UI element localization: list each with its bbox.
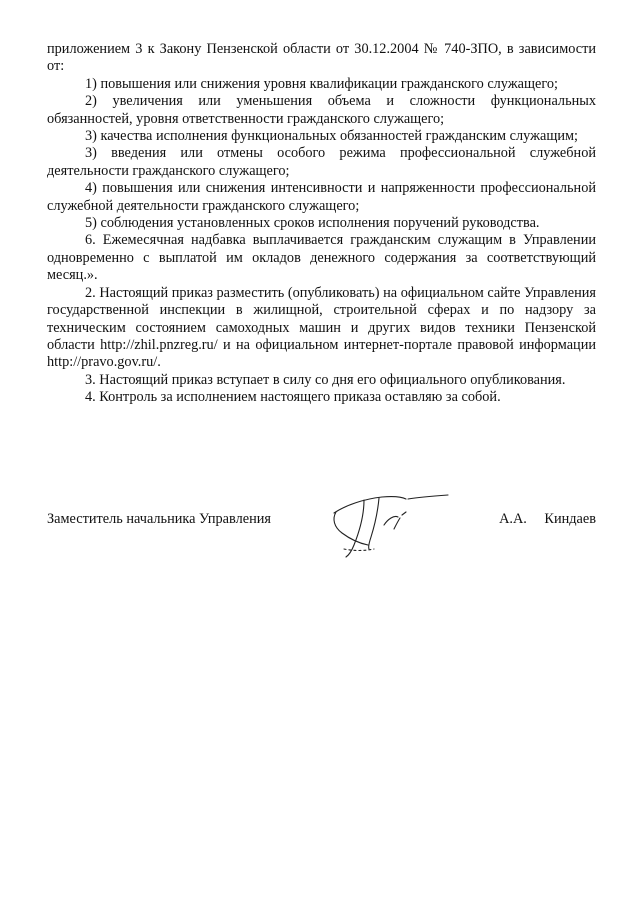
paragraph-item-deadlines: 5) соблюдения установленных сроков исполнения поручений руководства. — [85, 215, 540, 232]
paragraph-item-quality: 3) качества исполнения функциональных обязанностей гражданским служащим; — [85, 128, 579, 145]
paragraph-effective-date: 3. Настоящий приказ вступает в силу со дня его официального опубликования. — [85, 371, 566, 388]
paragraph-item-qualification: 1) повышения или снижения уровня квалификации гражданского служащего; — [85, 75, 558, 92]
handwritten-signature — [324, 485, 454, 560]
paragraph-item-special-regime: 3) введения или отмены особого режима профессиональной служебной деятельности гражданского служащего; — [47, 145, 596, 179]
paragraph-item-workload: 2) увеличения или уменьшения объема и сложности функциональных обязанностей, уровня ответственности гражданского служащего; — [47, 93, 596, 127]
paragraph-continuation: приложением 3 к Закону Пензенской области от 30.12.2004 № 740-ЗПО, в зависимости от: — [47, 41, 596, 75]
paragraph-publication: 2. Настоящий приказ разместить (опубликовать) на официальном сайте Управления государственной инспекции в жилищной, строительной сферах и по надзору за техническим состоянием самоходных машин и других видов техники Пензенской области http://zhil.pnzreg.ru/ и на официальном интернет-портале правовой информации http://pravo.gov.ru/. — [47, 284, 596, 371]
document-body — [47, 41, 596, 407]
signature-block — [47, 508, 596, 548]
signatory-position: Заместитель начальника Управления — [47, 511, 271, 527]
paragraph-monthly-allowance: 6. Ежемесячная надбавка выплачивается гражданским служащим в Управлении одновременно с выплатой им окладов денежного содержания за соответствующий месяц.». — [47, 232, 596, 284]
paragraph-item-intensity: 4) повышения или снижения интенсивности и напряженности профессиональной служебной деятельности гражданского служащего; — [47, 180, 596, 214]
signatory-name: А.А. Киндаев — [499, 511, 596, 527]
paragraph-control: 4. Контроль за исполнением настоящего приказа оставляю за собой. — [85, 389, 501, 406]
